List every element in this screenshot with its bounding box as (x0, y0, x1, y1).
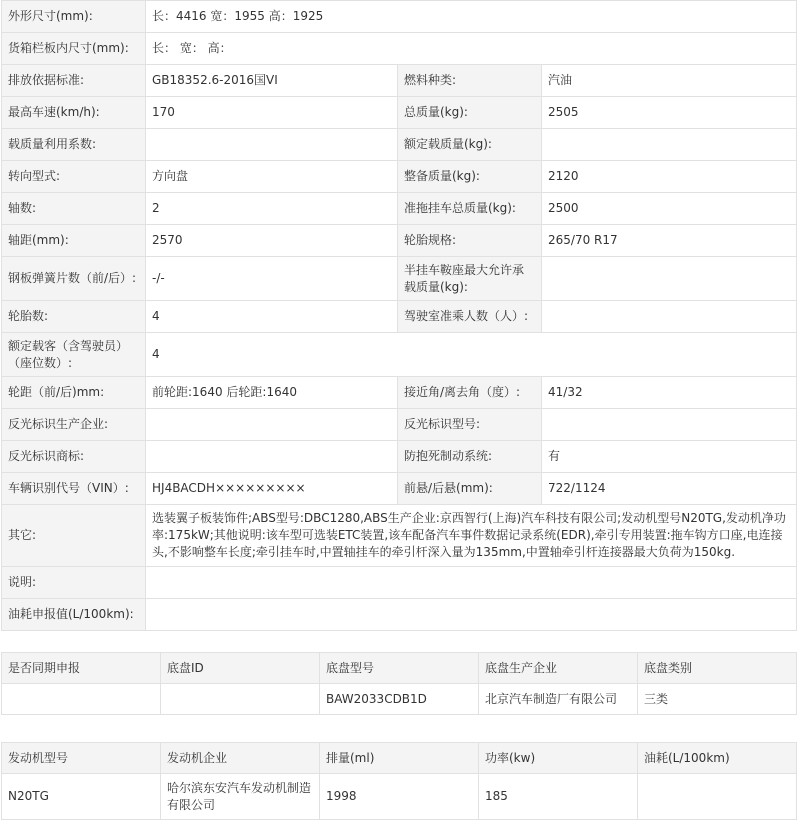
axles-label: 轴数: (2, 193, 146, 225)
steering-label: 转向型式: (2, 161, 146, 193)
reflector-model-value (542, 409, 797, 441)
tire-value: 265/70 R17 (542, 225, 797, 257)
engine-header-fuel: 油耗(L/100km) (638, 743, 797, 774)
spec-row-seats (2, 333, 797, 377)
spec-row-load (2, 129, 797, 161)
vin-value: HJ4BACDH××××××××× (146, 473, 398, 505)
chassis-header-model: 底盘型号 (320, 653, 479, 684)
chassis-cell-model: BAW2033CDB1D (320, 684, 479, 715)
emission-value: GB18352.6-2016国VI (146, 65, 398, 97)
table-row (2, 684, 797, 715)
max-speed-value: 170 (146, 97, 398, 129)
saddle-label: 半挂车鞍座最大允许承载质量(kg): (398, 257, 542, 301)
vin-label: 车辆识别代号（VIN）: (2, 473, 146, 505)
abs-value: 有 (542, 441, 797, 473)
fuel-report-value (146, 599, 797, 631)
spec-row-axles (2, 193, 797, 225)
wheelbase-label: 轴距(mm): (2, 225, 146, 257)
spec-row-leaf-spring (2, 257, 797, 301)
note-label: 说明: (2, 567, 146, 599)
chassis-header-id: 底盘ID (161, 653, 320, 684)
spec-row-outer-size (2, 1, 797, 33)
seats-value: 4 (146, 333, 797, 377)
axles-value: 2 (146, 193, 398, 225)
wheelbase-value: 2570 (146, 225, 398, 257)
seats-label: 额定载客（含驾驶员）（座位数）: (2, 333, 146, 377)
reflector-maker-label: 反光标识生产企业: (2, 409, 146, 441)
engine-cell-power: 185 (479, 774, 638, 820)
chassis-cell-class: 三类 (638, 684, 797, 715)
spec-row-wheelbase (2, 225, 797, 257)
spec-row-steering (2, 161, 797, 193)
max-speed-label: 最高车速(km/h): (2, 97, 146, 129)
tires-count-label: 轮胎数: (2, 301, 146, 333)
engine-header-model: 发动机型号 (2, 743, 161, 774)
engine-header-power: 功率(kw) (479, 743, 638, 774)
track-value: 前轮距:1640 后轮距:1640 (146, 377, 398, 409)
spec-row-speed (2, 97, 797, 129)
reflector-maker-value (146, 409, 398, 441)
engine-cell-displacement: 1998 (320, 774, 479, 820)
trailer-mass-value: 2500 (542, 193, 797, 225)
track-label: 轮距（前/后)mm: (2, 377, 146, 409)
fuel-label: 燃料种类: (398, 65, 542, 97)
spec-row-cargo-size (2, 33, 797, 65)
engine-cell-fuel (638, 774, 797, 820)
vehicle-spec-table (1, 0, 797, 631)
engine-header-maker: 发动机企业 (161, 743, 320, 774)
spec-row-reflector-maker (2, 409, 797, 441)
chassis-table (1, 652, 797, 715)
spec-row-tires-count (2, 301, 797, 333)
overhang-label: 前悬/后悬(mm): (398, 473, 542, 505)
saddle-value (542, 257, 797, 301)
fuel-value: 汽油 (542, 65, 797, 97)
reflector-brand-label: 反光标识商标: (2, 441, 146, 473)
outer-size-value: 长：4416 宽：1955 高：1925 (146, 1, 797, 33)
cargo-size-label: 货箱栏板内尺寸(mm): (2, 33, 146, 65)
abs-label: 防抱死制动系统: (398, 441, 542, 473)
outer-size-label: 外形尺寸(mm): (2, 1, 146, 33)
angle-value: 41/32 (542, 377, 797, 409)
chassis-header-sync: 是否同期申报 (2, 653, 161, 684)
curb-mass-value: 2120 (542, 161, 797, 193)
table-row (2, 774, 797, 820)
leaf-spring-value: -/- (146, 257, 398, 301)
engine-header-displacement: 排量(ml) (320, 743, 479, 774)
engine-table (1, 742, 797, 820)
load-coef-value (146, 129, 398, 161)
leaf-spring-label: 钢板弹簧片数（前/后）: (2, 257, 146, 301)
engine-cell-maker: 哈尔滨东安汽车发动机制造有限公司 (161, 774, 320, 820)
spec-row-note (2, 567, 797, 599)
spec-row-vin (2, 473, 797, 505)
tire-label: 轮胎规格: (398, 225, 542, 257)
chassis-cell-maker: 北京汽车制造厂有限公司 (479, 684, 638, 715)
overhang-value: 722/1124 (542, 473, 797, 505)
chassis-header-maker: 底盘生产企业 (479, 653, 638, 684)
chassis-header-class: 底盘类别 (638, 653, 797, 684)
emission-label: 排放依据标准: (2, 65, 146, 97)
engine-cell-model: N20TG (2, 774, 161, 820)
rated-load-value (542, 129, 797, 161)
rated-load-label: 额定载质量(kg): (398, 129, 542, 161)
note-value (146, 567, 797, 599)
fuel-report-label: 油耗申报值(L/100km): (2, 599, 146, 631)
total-mass-value: 2505 (542, 97, 797, 129)
cab-seats-value (542, 301, 797, 333)
tires-count-value: 4 (146, 301, 398, 333)
chassis-cell-id (161, 684, 320, 715)
chassis-cell-sync (2, 684, 161, 715)
trailer-mass-label: 准拖挂车总质量(kg): (398, 193, 542, 225)
load-coef-label: 载质量利用系数: (2, 129, 146, 161)
steering-value: 方向盘 (146, 161, 398, 193)
cargo-size-value: 长： 宽： 高： (146, 33, 797, 65)
chassis-header-row (2, 653, 797, 684)
reflector-model-label: 反光标识型号: (398, 409, 542, 441)
spec-row-track (2, 377, 797, 409)
angle-label: 接近角/离去角（度）: (398, 377, 542, 409)
reflector-brand-value (146, 441, 398, 473)
spec-row-emission (2, 65, 797, 97)
other-label: 其它: (2, 505, 146, 567)
engine-header-row (2, 743, 797, 774)
total-mass-label: 总质量(kg): (398, 97, 542, 129)
spec-row-fuel-report (2, 599, 797, 631)
other-value: 选装翼子板装饰件;ABS型号:DBC1280,ABS生产企业:京西智行(上海)汽车科技有限公司;发动机型号N20TG,发动机净功率:175kW;其他说明:该车型可选装ETC装置,该车配备汽车事件数据记录系统(EDR),牵引专用装置:拖车钩方口座,电连接头,不影响整车长度;牵引挂车时,中置轴挂车的牵引杆深入量为135mm,中置轴牵引杆连接器最大负荷为150kg. (146, 505, 797, 567)
cab-seats-label: 驾驶室准乘人数（人）: (398, 301, 542, 333)
spec-row-other (2, 505, 797, 567)
spec-row-reflector-brand (2, 441, 797, 473)
curb-mass-label: 整备质量(kg): (398, 161, 542, 193)
